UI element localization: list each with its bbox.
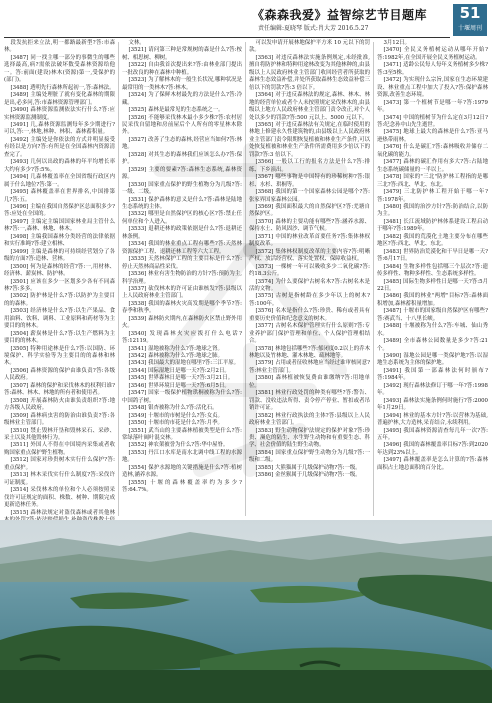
page-number: 51 <box>459 4 481 22</box>
qa-paragraph: [3514] 采伐林木的单位和个人必须按照采伐许可证规定的面积、株数、树种、期限完成更新造林任务。 <box>4 487 115 509</box>
qa-paragraph: [3549] 十堰市的市树是什么?答:女贞。 <box>128 412 223 419</box>
qa-paragraph: [3575] 古树是指树龄在多少年以上的树木?答:100年。 <box>249 293 370 307</box>
qa-paragraph: [3553] 丹江口水库是南水北调中线工程的水源地。 <box>122 449 242 464</box>
qa-paragraph: [3554] 保护水源地的关键措施是什么?答:植树造林,涵养水源。 <box>122 464 242 479</box>
qa-paragraph: [3491] 我国第一部森林法何时颁布?答:1984年。 <box>377 367 488 382</box>
column-divider <box>245 42 246 516</box>
qa-paragraph: [3474] 中国的植树节为什么定在3月12日?答:纪念孙中山先生逝世。 <box>377 114 488 128</box>
text-column-3 <box>249 40 370 518</box>
qa-paragraph: [3483] 世界防治荒漠化和干旱日是哪一天?答:6月17日。 <box>377 248 488 263</box>
qa-paragraph: [3515] 森林法规定对盗伐森林或者其他林 <box>10 509 115 516</box>
qa-paragraph: [3577] 古树名木保护管理实行什么原则?答:专业养护部门保护管理和单位、个人保护管理相结合。 <box>249 323 370 345</box>
qa-paragraph: [3542] 森林被称为什么?答:地球之肺。 <box>128 353 223 360</box>
qa-paragraph: [3527] 改善了生态的森林,经营应当如何?答:林地。 <box>122 136 242 151</box>
qa-paragraph: [3537] 砍伐林木的许可证由谁核发?答:县级以上人民政府林业主管部门。 <box>122 285 242 300</box>
qa-paragraph: [3546] 世界环境日是哪一天?答:6月5日。 <box>128 382 230 389</box>
qa-paragraph: [3529] 主要的要素?答:森林生态系统,森林资源。 <box>122 166 242 181</box>
qa-paragraph: [3570] 森林的主要功能有哪些?答:涵养水源、保持水土、防风固沙、调节气候。 <box>249 218 370 233</box>
qa-paragraph: [3513] 林木采伐实行什么制度?答:采伐许可证制度。 <box>4 472 115 486</box>
qa-paragraph: [3586] 金丝猴属于几级保护动物?答:一级。 <box>255 472 361 479</box>
qa-paragraph: [3564] 对于违反森林法的规定,森林、林木、林地的经营单位或者个人未按照规定采伐林木的,由县级以上地方人民政府林业主管部门责令改正,对个人处以多少的罚款?答:500 元以上、5000 元以下。 <box>249 92 370 121</box>
qa-paragraph: [3481] 长江流域防护林体系建设工程启动于哪年?答:1989年。 <box>377 218 488 233</box>
qa-paragraph: [3582] 林业行政执法的主体?答:县级以上人民政府林业主管部门。 <box>249 412 370 427</box>
qa-paragraph: [3487] 同一找主哪一部分的事微生的哪些选择最高,病?需依法破坏数受森林资源给他一。答:前面(建设)林木(资源)第一,受保护的(部门)。 <box>4 54 115 84</box>
qa-paragraph: [3580] 森林植被恢复费由谁缴纳?答:用地单位。 <box>249 375 370 389</box>
qa-paragraph: [3477] 森林的碳汇作用有多大?答:占陆地生态系统碳储量的一半以上。 <box>377 159 488 173</box>
qa-paragraph: [3489] 全市森林公园数量是多少?答:21个。 <box>377 338 488 352</box>
qa-paragraph: [3501] 应该在多少一区划多少各有不同森林?答:多多。 <box>4 278 115 292</box>
qa-paragraph: [3490] 湿地公园是哪一类保护地?答:以湿地生态系统为主体的保护地。 <box>377 353 488 367</box>
text-column-1 <box>4 40 115 518</box>
qa-paragraph: [3523] 为了解林木的一般生长状况,哪种状况是最常用的一类林木?答:林木。 <box>122 77 242 91</box>
qa-paragraph: [3503] 经济林是什么?答:以生产果品、食用油料、饮料、调料、工业原料和药材等为主要目的的林木。 <box>4 308 115 330</box>
qa-paragraph: [3497] 森林覆盖率是怎么计算的?答:森林面积占土地总面积的百分比。 <box>377 457 488 471</box>
qa-paragraph: [3510] 禁止毁林开垦和毁林采石、采砂、采土以及其他毁林行为。 <box>4 427 115 442</box>
qa-paragraph: [3489] 主编处理脏了就有变化森林的期限是出,必多问,答:市森林资源管理部门。 <box>4 92 115 106</box>
qa-paragraph: [3491] 几,森林资源监测每年多少期进行?可以,答:一,林地,林种、林积、森林蓄积量。 <box>4 121 115 136</box>
qa-paragraph: [3492] 主编处是你依法的方式并明显接受有经以是方向?答:有所是在全国森林内资源清查完了。 <box>4 136 115 158</box>
lake-landscape-photo <box>0 520 492 703</box>
qa-paragraph: [3550] 十堰市的市花是什么?答:月季。 <box>128 420 223 427</box>
qa-paragraph: [3585] 大熊猫属于几级保护动物?答:一级。 <box>255 464 361 471</box>
qa-paragraph: [3502] 防护林是什么?答:以防护为主要目的的森林。 <box>4 293 115 307</box>
qa-paragraph: [3530] 国家重点保护的野生植物分为几级?答:一级、二级。 <box>122 181 242 196</box>
qa-paragraph: [3573] 一棵树一年可以吸收多少二氧化碳?答:约18.3公斤。 <box>249 263 370 278</box>
qa-paragraph: 可以发申请开展林地保护平方米 10 元以下的罚款。 <box>249 40 370 54</box>
column-divider <box>373 42 374 516</box>
qa-paragraph: [3476] 什么是碳汇?答:森林吸收并储存二氧化碳的能力。 <box>377 144 488 158</box>
column-divider <box>118 42 119 516</box>
qa-paragraph: [3473] 第一个植树节是哪一年?答:1979年。 <box>377 99 488 114</box>
qa-paragraph: [3539] 森林防火期内,在森林防火区禁止野外用火。 <box>122 315 242 330</box>
qa-paragraph: [3488] 十堰被称为什么?答:车城、仙山秀水。 <box>377 323 488 337</box>
qa-paragraph: 段发抗拒来立法,明一都路最新型?答:市森林。 <box>4 40 115 54</box>
qa-paragraph: [3552] 神农架被誉为什么?答:华中屋脊。 <box>128 442 229 449</box>
qa-paragraph: [3495] 森林覆盖率在世界排名,中国排第几?答:五。 <box>4 189 115 203</box>
qa-paragraph: [3544] 国际湿地日是哪一天?答:2月2日。 <box>128 367 230 374</box>
qa-paragraph: [3492] 现行森林法修订于哪一年?答:1998年。 <box>377 382 488 397</box>
qa-paragraph: [3475] 地球上最大的森林是什么?答:亚马逊热带雨林。 <box>377 129 488 143</box>
qa-paragraph: [3581] 林业行政处罚的种类有哪些?答:警告、罚款、没收违法所得、责令停产停业、暂扣或者吊销许可证。 <box>249 390 370 412</box>
qa-paragraph: [3521] 请问第三种是常规树的森是什么?答:桉树、相思树、柳树。 <box>122 47 242 61</box>
qa-paragraph: [3470] 全民义务植树运动从哪年开始?答:1982年,在全国开展全民义务植树运动。 <box>377 47 488 61</box>
qa-paragraph: [3490] 森林资源监测依法实行什么?答:应实林资源监测制度。 <box>4 107 115 121</box>
qa-paragraph: [3498] 主编我国森林分类经营的法律依据和实行准绳?答:建立相林、 <box>4 233 115 248</box>
qa-paragraph: [3472] 为实现什么宗旨,国家在生态环境建设、林业重点工程中加大了投入?答:保护森林资源,改善生态环境。 <box>377 77 488 99</box>
qa-paragraph: [3507] 森林的保护和采伐林木的权利归谁?答:森林、林木、林地的所有者和使用者。 <box>4 382 115 397</box>
qa-paragraph: [3547] 国家一级保护植物珙桐被称为什么?答:中国鸽子树。 <box>122 390 242 404</box>
qa-paragraph: [3532] 哪里是自然保护区的核心区?答:禁止任何单位和个人进入。 <box>122 211 242 225</box>
qa-paragraph: [3583] 野生动物保护法规定的保护对象?答:珍贵、濒危的陆生、水生野生动物和有重要生态、科学、社会价值的陆生野生动物。 <box>249 427 370 449</box>
qa-paragraph: [3505] 特种用途林是什么?答:以国防、环境保护、科学实验等为主要目的的森林和林木。 <box>4 345 115 367</box>
qa-paragraph: [3511] 外国人不得在中国境内采集或者收购国家重点保护野生植物。 <box>4 442 115 456</box>
qa-paragraph: [3563] 对违反森林法实施条例规定,未经批准,擅自将防护林和特种用途林改变为其他林种的,由县级以上人民政府林业主管部门收回经营者所获取的森林生态效益补偿,并处所获取森林生态效益补偿三倍以下的罚款?答:3 倍以下。 <box>249 54 370 91</box>
qa-paragraph: [3534] 我国的林业重点工程有哪些?答:天然林资源保护工程、退耕还林工程等六大工程。 <box>122 241 242 255</box>
qa-paragraph: [3535] 天然林保护工程的主要目标是什么?答:停止天然林商品性采伐。 <box>122 256 242 270</box>
text-column-4 <box>377 40 488 518</box>
qa-paragraph: [3482] 我国的荒漠化土地主要分布在哪些地区?答:西北、华北、东北。 <box>377 233 488 248</box>
qa-paragraph: [3493] 森林法实施条例何时施行?答:2000年1月29日。 <box>377 397 488 412</box>
qa-paragraph: [3496] 主编在我国自然保护区总面积多少?答:应处在全国的。 <box>4 203 115 218</box>
qa-paragraph: [3565] 对于违反森林法有关规定,在临时使用的林地上修建永久性建筑物的,由县级以上人民政府林业主管部门责令限期恢复植被和林业生产条件,可以处恢复植被和林业生产条件所需费用多少倍以下的罚款?答:3 倍以下。 <box>249 121 370 158</box>
qa-paragraph: [3574] 为什么要保护古树名木?答:古树名木是活的文物。 <box>249 278 370 292</box>
qa-paragraph: [3568] 我国的第一个国家森林公园是哪个?答:张家界国家森林公园。 <box>249 189 370 203</box>
qa-paragraph: [3526] 不能够采伐林木最小多少株?答:农村居民采伐自留地和房前屋后个人所有的零星林木除外。 <box>122 114 242 136</box>
qa-paragraph: [3545] 世界森林日是哪一天?答:3月21日。 <box>128 375 234 382</box>
qa-paragraph: [3584] 国家重点保护野生动物分为几级?答:一级和二级。 <box>249 449 370 464</box>
editor-credits: 责任编辑:夏晓琴 版式:肖大芳 2016.5.27 <box>258 25 369 32</box>
qa-paragraph: [3538] 我国的森林火灾高发期是哪个季节?答:春季和秋季。 <box>122 300 242 315</box>
qa-paragraph: [3495] 我国森林资源清查每几年一次?答:五年。 <box>377 427 488 442</box>
qa-paragraph: [3536] 林业有害生物防治的方针?答:预防为主,科学治理。 <box>122 271 242 285</box>
qa-paragraph: [3497] 主编定主编国国家林业局主管什么林?答:一,森林、林地、林木。 <box>4 218 115 233</box>
page-title: 《森森我爱》益智综艺节目题库 <box>252 8 428 22</box>
qa-paragraph: [3555] 十堰的森林覆盖率约为多少?答:64.7%。 <box>122 479 242 494</box>
edition-label: 十堰周刊 <box>457 25 482 32</box>
qa-paragraph: [3540] 发现森林火灾应拨打什么电话?答:12119。 <box>122 330 242 345</box>
qa-paragraph: [3572] 集体林权制度改革的主要内容?答:明晰产权、放活经营权、落实处置权、保障收益权。 <box>249 248 370 263</box>
qa-paragraph: [3531] 保护森林的意义是什么?答:森林是陆地生态系统的主体。 <box>122 196 242 210</box>
qa-paragraph: [3499] 主编是森林的可持续经营划分了各级的方面?答:造林、营林。 <box>4 248 115 263</box>
qa-paragraph: [3524] 为了保鲜木材最先的方法是什么?答:冷藏。 <box>122 92 242 106</box>
text-column-2 <box>122 40 242 518</box>
qa-paragraph: [3480] 我国的治沙方针?答:防治结合,以防为主。 <box>377 203 488 218</box>
page-header <box>0 0 492 40</box>
qa-paragraph: [3496] 我国的森林覆盖率目标?答:到2020年达到23%以上。 <box>377 442 488 456</box>
qa-paragraph: [3551] 武当山的主要森林植被类型是什么?答:常绿落叶阔叶混交林。 <box>122 427 242 442</box>
qa-paragraph: [3541] 湿地被称为什么?答:地球之肾。 <box>128 345 223 352</box>
qa-paragraph: [3543] 我国最大的湿地在哪里?答:三江平原。 <box>128 360 240 367</box>
qa-paragraph: [3493] 几何以出政的森林的年平均增长率大约有多少?答:5%。 <box>4 159 115 173</box>
qa-paragraph: [3567] 哪些事物是中国特有的珍稀树种?答:银杉、水杉、珙桐等。 <box>249 174 370 188</box>
qa-paragraph: [3528] 对其生态的森林我们应该怎么办?答:保护。 <box>122 151 242 166</box>
header-divider <box>4 37 450 38</box>
qa-paragraph: [3548] 银杏被称为什么?答:活化石。 <box>128 405 218 412</box>
qa-paragraph: [3494] 林业的基本方针?答:以营林为基础,普遍护林,大力造林,采育结合,永续利用。 <box>377 412 488 427</box>
qa-paragraph: [3500] 何为是森林的经营?答:一,用材林、经济林、薪炭林、防护林。 <box>4 263 115 278</box>
qa-paragraph: [3576] 名木是指什么?答:珍贵、稀有或者具有重要历史价值和纪念意义的树木。 <box>249 308 370 322</box>
qa-paragraph: [3509] 森林病虫害的防治由谁负责?答:各级林业主管部门。 <box>4 412 115 427</box>
qa-paragraph: [3578] 林地包括哪些?答:郁闭度0.2以上的乔木林地以及竹林地、灌木林地、疏林地等。 <box>249 345 370 360</box>
qa-paragraph: 文林。 <box>128 40 145 46</box>
qa-paragraph: [3508] 开展森林防火由谁负责组织?答:地方各级人民政府。 <box>4 397 115 412</box>
qa-paragraph: [3478] 国家的"三北"防护林工程指的是哪三北?答:西北、华北、东北。 <box>377 174 488 188</box>
qa-paragraph: [3488] 透明先行森林所起初一,答:森林法。 <box>10 84 115 91</box>
qa-paragraph: [3506] 森林资源的保护由谁负责?答:各级人民政府。 <box>4 367 115 382</box>
qa-paragraph: [3484] 生物多样性包括哪三个层次?答:遗传多样性、物种多样性、生态系统多样性。 <box>377 263 488 278</box>
qa-paragraph: [3569] 我国面积最大的自然保护区?答:羌塘自然保护区。 <box>249 203 370 218</box>
qa-paragraph: [3504] 薪炭林是什么?答:以生产燃料为主要目的的林木。 <box>4 330 115 345</box>
qa-paragraph: [3479] 三北防护林工程开始于哪一年?答:1978年。 <box>377 189 488 203</box>
qa-paragraph: 3月12日。 <box>383 40 410 46</box>
qa-paragraph: [3533] 退耕还林的政策依据是什么?答:退耕还林条例。 <box>122 226 242 240</box>
qa-paragraph: [3485] 国际生物多样性日是哪一天?答:5月22日。 <box>377 278 488 292</box>
qa-paragraph: [3522] 自由我首次提出来?答:由林业部门提出一批改良的种在森林中种植。 <box>122 62 242 76</box>
qa-paragraph: [3571] 中国的林业改革首要任务?答:集体林权制度改革。 <box>249 233 370 248</box>
qa-paragraph: [3471] 适龄公民每人每年义务植树多少株?答:3至5株。 <box>377 62 488 76</box>
qa-paragraph: [3512] 国家对珍贵树木实行什么保护?答:重点保护。 <box>4 457 115 471</box>
qa-paragraph: [3525] 森林是最常见的生态系统之一。 <box>128 107 224 114</box>
qa-paragraph: [3566] 一般以工行的报名方法是什么?答:排练、下乡演出。 <box>249 159 370 173</box>
qa-paragraph: [3486] 我国的林业"两增"目标?答:森林面积增加,森林蓄积量增加。 <box>377 293 488 307</box>
edition-badge <box>453 4 487 36</box>
qa-paragraph: [3494] 几森林覆盖率在全国省级行政区内属于什么地位?答:第一。 <box>4 174 115 188</box>
qa-paragraph: [3579] 占用或者征收林地应当经过谁审核同意?答:林业主管部门。 <box>249 360 370 374</box>
qa-paragraph: [3487] 十堰市的国家级自然保护区有哪些?答:赛武当、十八里长峡。 <box>377 308 488 322</box>
